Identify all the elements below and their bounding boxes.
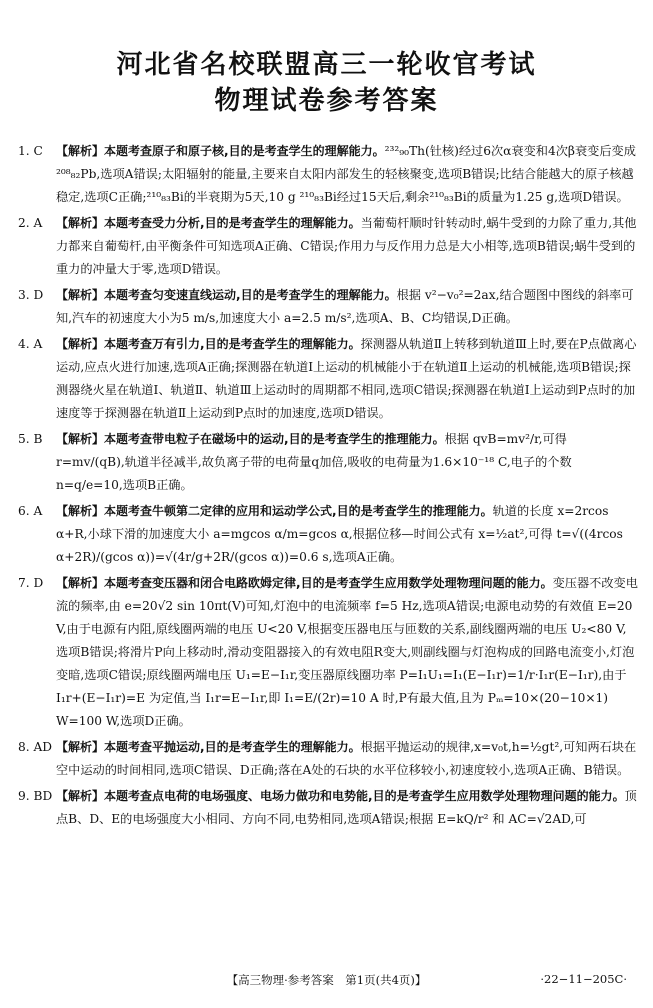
analysis-tag: 【解析】 (56, 216, 105, 230)
answer-item-1 (18, 140, 638, 209)
answer-list (18, 140, 638, 831)
page-subtitle: 物理试卷参考答案 (214, 86, 439, 116)
answer-number: 6. A (18, 504, 43, 518)
analysis-tag: 【解析】 (56, 288, 105, 302)
answer-number: 2. A (18, 216, 43, 230)
analysis-tag: 【解析】 (56, 432, 105, 446)
analysis-lead: 本题考查原子和原子核,目的是考查学生的理解能力。 (104, 144, 385, 158)
analysis-text: 当葡萄杆顺时针转动时,蜗牛受到的力除了重力,其他力都来自葡萄杆,由平衡条件可知选项A正确、C错误;作用力与反作用力总是大小相等,选项B错误;蜗牛受到的重力的冲量大于零,选项D错误。 (56, 216, 637, 276)
analysis-lead: 本题考查点电荷的电场强度、电场力做功和电势能,目的是考查学生应用数学处理物理问题的能力。 (104, 789, 625, 803)
page-footer (0, 970, 653, 994)
analysis-text: 顶点B、D、E的电场强度大小相同、方向不同,电势相同,选项A错误;根据 E=kQ/r² 和 AC=√2AD,可 (56, 789, 637, 826)
answer-number: 4. A (18, 337, 43, 351)
analysis-lead: 本题考查牛顿第二定律的应用和运动学公式,目的是考查学生的推理能力。 (104, 504, 493, 518)
analysis-text: 根据 v²−v₀²=2ax,结合题图中图线的斜率可知,汽车的初速度大小为5 m/s,加速度大小 a=2.5 m/s²,选项A、B、C均错误,D正确。 (56, 288, 634, 325)
analysis-lead: 本题考查匀变速直线运动,目的是考查学生的理解能力。 (104, 288, 397, 302)
analysis-tag: 【解析】 (56, 740, 105, 754)
analysis-lead: 本题考查平抛运动,目的是考查学生的理解能力。 (104, 740, 361, 754)
analysis-tag: 【解析】 (56, 789, 105, 803)
answer-number: 8. AD (18, 740, 53, 754)
analysis-lead: 本题考查带电粒子在磁场中的运动,目的是考查学生的推理能力。 (104, 432, 445, 446)
analysis-text: 根据 qvB=mv²/r,可得 r=mv/(qB),轨道半径减半,故负离子带的电荷量q加倍,吸收的电荷量为1.6×10⁻¹⁸ C,电子的个数 n=q/e=10,选项B正确。 (56, 432, 572, 492)
answer-number: 3. D (18, 288, 44, 302)
footer-doc-code: ·22−11−205C· (540, 972, 627, 986)
answer-number: 9. BD (18, 789, 53, 803)
answer-item-3 (18, 284, 638, 330)
analysis-text: 探测器从轨道Ⅱ上转移到轨道Ⅲ上时,要在P点做离心运动,应点火进行加速,选项A正确;探测器在轨道Ⅰ上运动的机械能小于在轨道Ⅱ上运动的机械能,选项B错误;探测器绕火星在轨道Ⅰ、轨道Ⅱ、轨道Ⅲ上运动时的周期都不相同,选项C错误;探测器在轨道Ⅰ上运动到P点时的加速度等于探测器在轨道Ⅱ上运动到P点时的加速度,选项D错误。 (56, 337, 637, 420)
analysis-text: 根据平抛运动的规律,x=v₀t,h=½gt²,可知两石块在空中运动的时间相同,选项C错误、D正确;落在A处的石块的水平位移较小,初速度较小,选项A正确、B错误。 (56, 740, 637, 777)
analysis-text: 轨道的长度 x=2rcos α+R,小球下滑的加速度大小 a=mgcos α/m=gcos α,根据位移—时间公式有 x=½at²,可得 t=√((4rcos α+2R)/(gcos α))=√(4r/g+2R/(gcos α))=0.6 s,选项A正确。 (56, 504, 623, 564)
answer-item-5 (18, 428, 638, 497)
footer-page-info: 【高三物理·参考答案 第1页(共4页)】 (226, 973, 427, 987)
answer-number: 7. D (18, 576, 44, 590)
answer-item-6 (18, 500, 638, 569)
analysis-tag: 【解析】 (56, 337, 105, 351)
answer-item-9 (18, 785, 638, 831)
analysis-lead: 本题考查受力分析,目的是考查学生的理解能力。 (104, 216, 361, 230)
analysis-lead: 本题考查变压器和闭合电路欧姆定律,目的是考查学生应用数学处理物理问题的能力。 (104, 576, 553, 590)
answer-number: 5. B (18, 432, 43, 446)
analysis-lead: 本题考查万有引力,目的是考查学生的理解能力。 (104, 337, 361, 351)
analysis-text: ²³²₉₀Th(钍核)经过6次α衰变和4次β衰变后变成²⁰⁸₈₂Pb,选项A错误;太阳辐射的能量,主要来自太阳内部发生的轻核聚变,选项B错误;比结合能越大的原子核越稳定,选项C正确;²¹⁰₈₃Bi的半衰期为5天,10 g ²¹⁰₈₃Bi经过15天后,剩余²¹⁰₈₃Bi的质量为1.25 g,选项D错误。 (56, 144, 636, 204)
page-title: 河北省名校联盟高三一轮收官考试 (116, 50, 537, 80)
analysis-tag: 【解析】 (56, 576, 105, 590)
analysis-text: 变压器不改变电流的频率,由 e=20√2 sin 10πt(V)可知,灯泡中的电流频率 f=5 Hz,选项A错误;电源电动势的有效值 E=20 V,由于电源有内阻,原线圈两端的电压 U<20 V,根据变压器电压与匝数的关系,副线圈两端的电压 U₂<80 V,选项B错误;将滑片P向上移动时,滑动变阻器接入的有效电阻R变大,则副线圈与灯泡构成的回路电流变小,灯泡变暗,选项C错误;原线圈两端电压 U₁=E−I₁r,变压器原线圈功率 P=I₁U₁=I₁(E−I₁r)=1/r·I₁r(E−I₁r),由于 I₁r+(E−I₁r)=E 为定值,当 I₁r=E−I₁r,即 I₁=E/(2r)=10 A 时,P有最大值,且为 Pₘ=10×(20−10×1) W=100 W,选项D正确。 (56, 576, 638, 728)
analysis-tag: 【解析】 (56, 504, 105, 518)
answer-number: 1. C (18, 144, 43, 158)
analysis-tag: 【解析】 (56, 144, 105, 158)
answer-item-4 (18, 333, 638, 425)
answer-item-8 (18, 736, 638, 782)
answer-item-2 (18, 212, 638, 281)
answer-item-7 (18, 572, 638, 733)
